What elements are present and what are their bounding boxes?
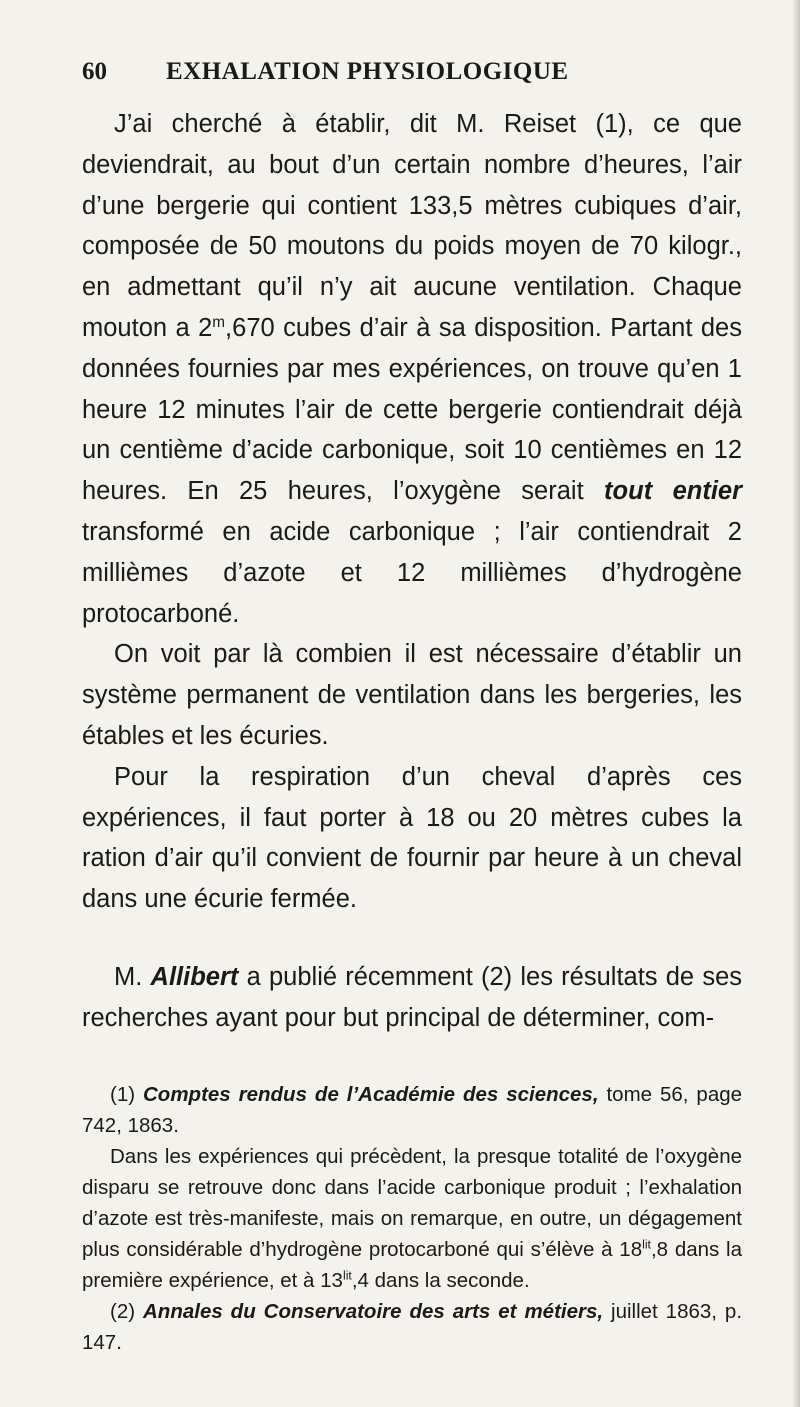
book-page — [82, 58, 742, 1358]
page-number: 60 — [82, 58, 107, 85]
author-name-italic: Allibert — [150, 962, 239, 991]
text-run: ,8 dans la première expérience, et à 13 — [82, 1237, 742, 1292]
italic-emphasis: tout entier — [604, 477, 743, 506]
footnote-2 — [82, 1296, 742, 1358]
superscript-unit: lit — [642, 1237, 651, 1252]
footnote-1 — [82, 1079, 742, 1141]
text-run: a publié récemment (2) les résultats de ses recherches ayant pour but principal de déterminer, com- — [82, 962, 742, 1032]
running-head: EXHALATION PHYSIOLOGIQUE — [166, 58, 569, 85]
text-run: Pour la respiration d’un cheval d’après ces expériences, il faut porter à 18 ou 20 mètres cubes la ration d’air qu’il convient de fournir par heure à un cheval dans une écurie fermée. — [82, 762, 742, 914]
text-run: J’ai cherché à établir, dit M. Reiset (1), ce que deviendrait, au bout d’un certain nombre d’heures, l’air d’une bergerie qui contient 133,5 mètres cubiques d’air, composée de 50 moutons du poids moyen de 70 kilogr., en admettant qu’il n’y ait aucune ventilation. Chaque mouton a 2 — [82, 110, 742, 342]
paragraph-allibert — [82, 957, 742, 1039]
text-run: M. — [114, 962, 151, 991]
footnote-marker: (1) — [110, 1082, 143, 1106]
footnote-1-continuation — [82, 1141, 742, 1296]
footnote-marker: (2) — [110, 1299, 143, 1323]
text-run: On voit par là combien il est nécessaire d’établir un système permanent de ventilation dans les bergeries, les étables et les écuries. — [82, 640, 742, 750]
paragraph-ventilation — [82, 634, 742, 756]
text-run: tome 56, page 742, 1863. — [82, 1082, 743, 1137]
journal-title-italic: Annales du Conservatoire des arts et métiers, — [143, 1299, 604, 1323]
superscript-unit: lit — [342, 1268, 352, 1283]
page-header — [82, 58, 742, 98]
journal-title-italic: Comptes rendus de l’Académie des sciences, — [143, 1082, 599, 1106]
superscript-unit: m — [212, 313, 226, 331]
text-run: transformé en acide carbonique ; l’air contiendrait 2 millièmes d’azote et 12 millièmes d’hydrogène protocarboné. — [82, 517, 742, 628]
text-run: ,670 cubes d’air à sa disposition. Partant des données fournies par mes expériences, on trouve qu’en 1 heure 12 minutes l’air de cette bergerie contiendrait déjà un centième d’acide carbonique, soit 10 centièmes en 12 heures. En 25 heures, l’oxygène serait — [82, 313, 742, 506]
text-run: Dans les expériences qui précèdent, la presque totalité de l’oxygène disparu se retrouve donc dans l’acide carbonique produit ; l’exhalation d’azote est très-manifeste, mais on remarque, en outre, un dégagement plus considérable d’hydrogène protocarboné qui s’élève à 18 — [82, 1144, 742, 1261]
text-run: juillet 1863, p. 147. — [82, 1299, 743, 1354]
paragraph-horse — [82, 757, 742, 920]
text-run: ,4 dans la seconde. — [351, 1268, 530, 1292]
footnotes — [82, 1079, 742, 1358]
page-edge-shadow — [792, 0, 800, 1407]
body-text — [82, 104, 742, 1039]
paragraph-reiset — [82, 104, 742, 634]
